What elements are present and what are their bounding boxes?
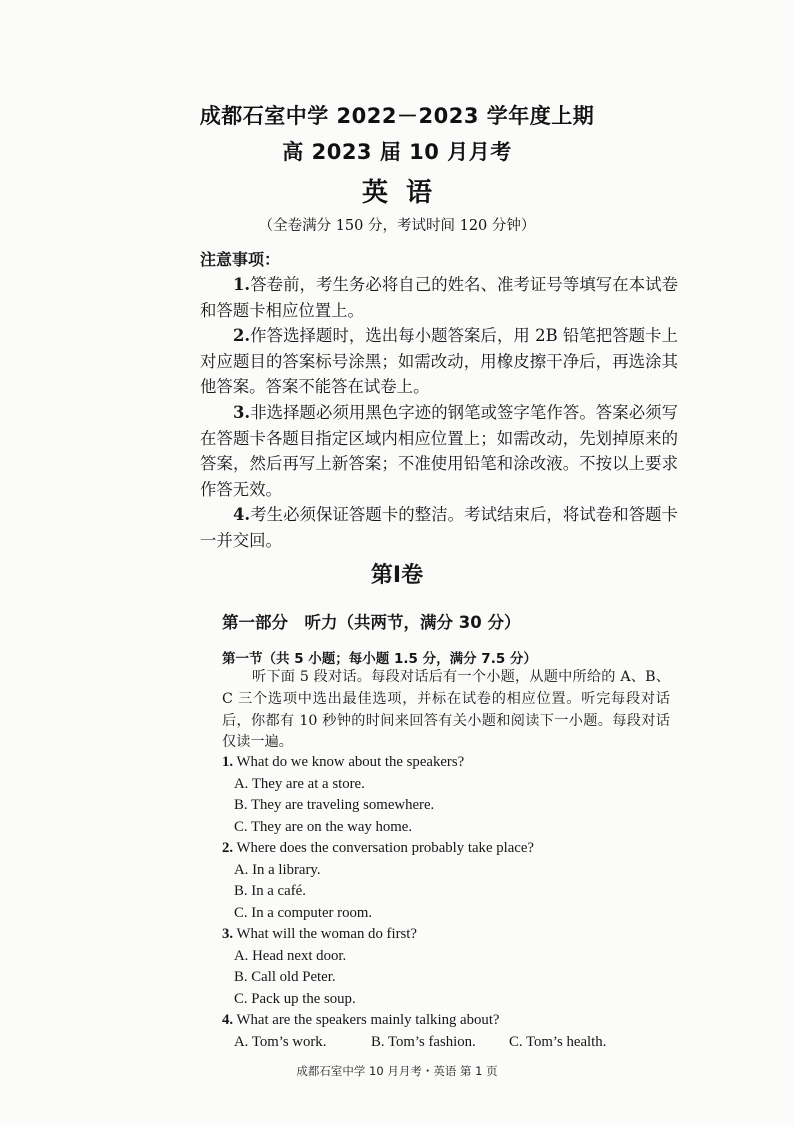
answer-option: C. Tom’s health. xyxy=(509,1033,607,1050)
answer-option: A. They are at a store. xyxy=(234,775,365,792)
page-footer: 成都石室中学 10 月月考・英语 第 1 页 xyxy=(296,1064,498,1078)
question-text: Where does the conversation probably take place? xyxy=(236,840,534,856)
notice-list xyxy=(200,272,678,554)
answer-option-row xyxy=(222,1032,682,1054)
notice-heading: 注意事项： xyxy=(200,250,281,269)
question-list xyxy=(222,752,682,1053)
answer-option: C. Pack up the soup. xyxy=(234,990,356,1007)
notice-item-text: 考生必须保证答题卡的整洁。考试结束后，将试卷和答题卡一并交回。 xyxy=(200,505,678,550)
question-number: 3. xyxy=(222,926,234,942)
answer-option: A. Tom’s work. xyxy=(234,1033,327,1050)
notice-item xyxy=(200,502,678,553)
notice-item xyxy=(200,400,678,502)
question-text: What are the speakers mainly talking about? xyxy=(236,1012,500,1028)
answer-option: C. They are on the way home. xyxy=(234,818,413,835)
question-number: 4. xyxy=(222,1012,234,1028)
notice-item xyxy=(200,272,678,323)
notice-item-text: 非选择题必须用黑色字迹的钢笔或签字笔作答。答案必须写在答题卡各题目指定区域内相应位置上；如需改动，先划掉原来的答案，然后再写上新答案；不准使用铅笔和涂改液。不按以上要求作答无效。 xyxy=(200,402,678,499)
notice-item-number: 1. xyxy=(233,275,251,294)
subject-title: 英语 xyxy=(361,178,450,208)
notice-item-number: 4. xyxy=(233,505,251,525)
answer-option: A. Head next door. xyxy=(234,947,347,964)
question-stem xyxy=(222,752,682,774)
notice-item-number: 2. xyxy=(233,326,251,346)
question-number: 1. xyxy=(222,754,234,770)
part-heading: 第一部分 听力（共两节，满分 30 分） xyxy=(222,613,521,632)
answer-option: B. Call old Peter. xyxy=(234,969,336,985)
question-text: What will the woman do first? xyxy=(236,926,417,942)
volume-title: 第Ⅰ卷 xyxy=(370,563,424,588)
notice-item xyxy=(200,323,678,400)
answer-option: B. They are traveling somewhere. xyxy=(234,797,435,813)
question-stem xyxy=(222,838,682,860)
notice-item-text: 答卷前，考生务必将自己的姓名、准考证号等填写在本试卷和答题卡相应位置上。 xyxy=(200,275,678,320)
notice-item-text: 作答选择题时，选出每小题答案后，用 2B 铅笔把答题卡上对应题目的答案标号涂黑；如需改动，用橡皮擦干净后，再选涂其他答案。答案不能答在试卷上。 xyxy=(200,326,678,397)
score-time-note: （全卷满分 150 分，考试时间 120 分钟） xyxy=(258,218,536,234)
answer-option: B. In a café. xyxy=(234,883,306,899)
listening-instructions: 听下面 5 段对话。每段对话后有一个小题，从题中所给的 A、B、C 三个选项中选出最佳选项，并标在试卷的相应位置。听完每段对话后，你都有 10 秒钟的时间来回答有关小题和阅读下一小题。每段对话仅读一遍。 xyxy=(222,669,670,751)
question-text: What do we know about the speakers? xyxy=(236,754,465,770)
exam-school-title: 成都石室中学 2022－2023 学年度上期 xyxy=(199,104,595,128)
answer-option: B. Tom’s fashion. xyxy=(371,1033,476,1050)
notice-item-number: 3. xyxy=(233,402,251,422)
answer-option: A. In a library. xyxy=(234,861,321,878)
question-stem xyxy=(222,1010,682,1032)
section-heading: 第一节（共 5 小题；每小题 1.5 分，满分 7.5 分） xyxy=(222,651,537,667)
question-stem xyxy=(222,924,682,946)
question-number: 2. xyxy=(222,840,234,856)
exam-name-title: 高 2023 届 10 月月考 xyxy=(282,140,512,164)
answer-option: C. In a computer room. xyxy=(234,904,373,921)
